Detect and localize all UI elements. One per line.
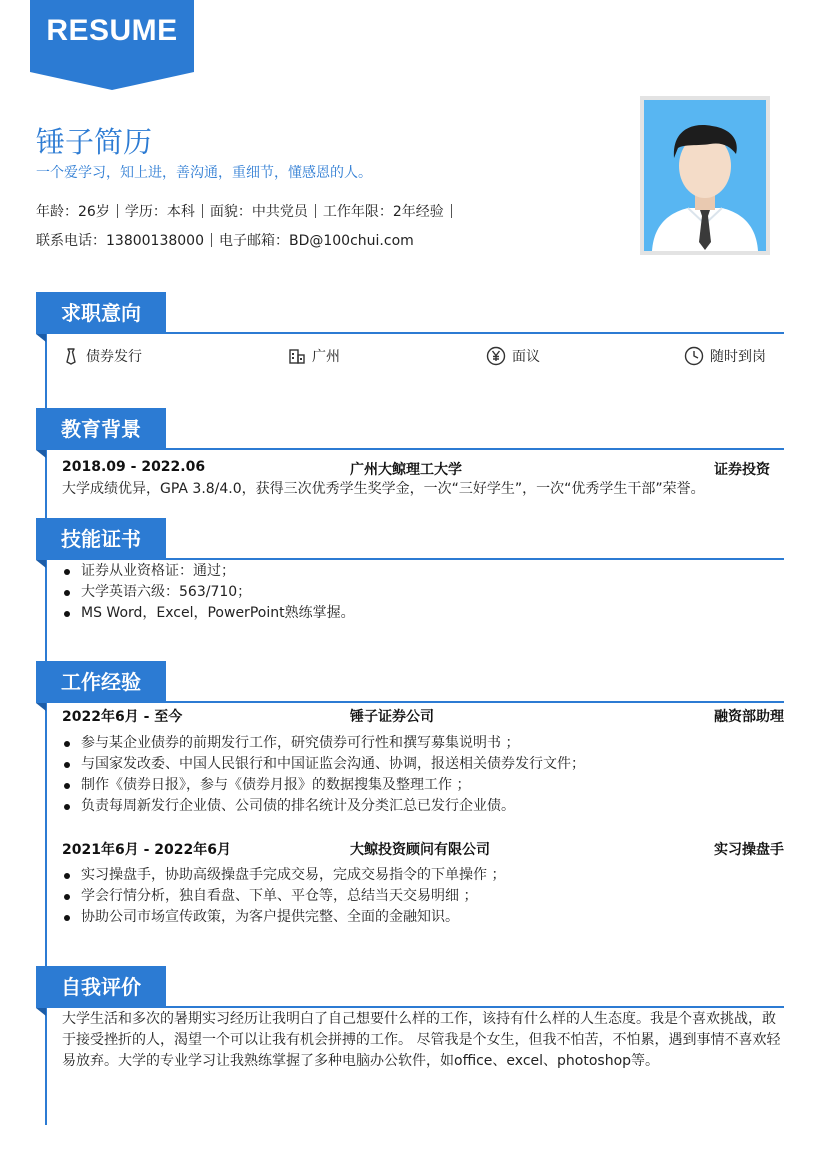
section-divider	[166, 332, 784, 334]
section-title-self: 自我评价	[36, 966, 166, 1008]
basic-info-row-2	[36, 230, 414, 250]
intent-city-text: 广州	[312, 349, 340, 365]
work-1-duties	[62, 733, 585, 817]
info-experience: 工作年限：2年经验	[322, 204, 444, 220]
resume-banner	[30, 0, 194, 90]
info-political: 面貌：中共党员	[209, 204, 308, 220]
work-2-duties	[62, 865, 505, 928]
divider	[211, 233, 212, 247]
intent-position	[62, 346, 142, 366]
motto: 一个爱学习，知上进，善沟通，重细节，懂感恩的人。	[36, 165, 372, 181]
list-item: MS Word，Excel，PowerPoint熟练掌握。	[62, 603, 355, 624]
work-2-company: 大鲸投资顾问有限公司	[350, 842, 490, 858]
section-title-education: 教育背景	[36, 408, 166, 450]
list-item: 负责每周新发行企业债、公司债的排名统计及分类汇总已发行企业债。	[62, 796, 585, 817]
intent-position-text: 债券发行	[86, 349, 142, 365]
self-evaluation: 大学生活和多次的暑期实习经历让我明白了自己想要什么样的工作，该持有什么样的人生态度。我是个喜欢挑战，敢于接受挫折的人，渴望一个可以让我有机会拼搏的工作。 尽管我是个女生，但我不怕苦，不怕累，遇到事情不喜欢轻易放弃。大学的专业学习让我熟练掌握了多种电脑办公软件，如office、excel、photoshop等。	[62, 1011, 781, 1069]
section-divider	[166, 1006, 784, 1008]
education-description: 大学成绩优异，GPA 3.8/4.0，获得三次优秀学生奖学金，一次“三好学生”，一次“优秀学生干部”荣誉。	[62, 481, 705, 497]
info-education: 学历：本科	[124, 204, 195, 220]
info-email: 电子邮箱：BD@100chui.com	[218, 233, 414, 249]
education-school: 广州大鲸理工大学	[350, 462, 462, 478]
avatar-illustration	[644, 100, 766, 251]
divider	[202, 204, 203, 218]
education-major: 证券投资	[714, 462, 770, 478]
work-2-date: 2021年6月 - 2022年6月	[62, 842, 231, 858]
work-1-date: 2022年6月 - 至今	[62, 709, 183, 725]
list-item: 制作《债券日报》，参与《债券月报》的数据搜集及整理工作 ；	[62, 775, 585, 796]
intent-city	[288, 346, 340, 366]
intent-availability-text: 随时到岗	[710, 349, 766, 365]
building-icon	[288, 347, 306, 365]
list-item: 参与某企业债券的前期发行工作，研究债券可行性和撰写募集说明书 ；	[62, 733, 585, 754]
skills-list	[62, 561, 355, 624]
section-divider	[166, 701, 784, 703]
tie-icon	[62, 347, 80, 365]
section-title-work: 工作经验	[36, 661, 166, 703]
section-divider	[166, 558, 784, 560]
list-item: 与国家发改委、中国人民银行和中国证监会沟通、协调，报送相关债券发行文件；	[62, 754, 585, 775]
section-divider	[166, 448, 784, 450]
clock-icon	[684, 346, 704, 366]
list-item: 实习操盘手，协助高级操盘手完成交易，完成交易指令的下单操作 ；	[62, 865, 505, 886]
work-1-role: 融资部助理	[714, 709, 784, 725]
work-2-role: 实习操盘手	[714, 842, 784, 858]
yen-icon	[486, 346, 506, 366]
list-item: 大学英语六级：563/710；	[62, 582, 355, 603]
resume-name: 锤子简历	[36, 125, 153, 159]
intent-salary	[486, 346, 540, 366]
basic-info-row-1	[36, 201, 459, 221]
profile-photo	[640, 96, 770, 255]
info-age: 年龄：26岁	[36, 204, 110, 220]
info-phone: 联系电话：13800138000	[36, 233, 204, 249]
section-title-skills: 技能证书	[36, 518, 166, 560]
divider	[117, 204, 118, 218]
banner-title: RESUME	[46, 14, 178, 47]
divider	[451, 204, 452, 218]
list-item: 学会行情分析，独自看盘、下单、平仓等，总结当天交易明细 ；	[62, 886, 505, 907]
work-1-company: 锤子证券公司	[350, 709, 434, 725]
list-item: 协助公司市场宣传政策，为客户提供完整、全面的金融知识。	[62, 907, 505, 928]
divider	[315, 204, 316, 218]
intent-availability	[684, 346, 766, 366]
intent-salary-text: 面议	[512, 349, 540, 365]
list-item: 证券从业资格证：通过；	[62, 561, 355, 582]
education-date: 2018.09 - 2022.06	[62, 459, 206, 475]
section-title-intent: 求职意向	[36, 292, 166, 334]
